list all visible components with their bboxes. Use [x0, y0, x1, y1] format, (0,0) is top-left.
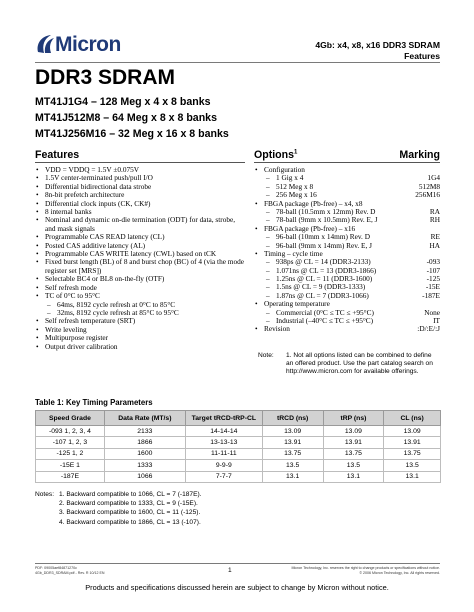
- option-bullet: •: [255, 324, 258, 334]
- table-cell: 13.1: [384, 471, 441, 482]
- option-label: 78-ball (10.5mm x 12mm) Rev. D: [276, 206, 376, 216]
- table-cell: 1333: [104, 460, 185, 471]
- option-marking: 1G4: [427, 173, 440, 183]
- table-cell: 13.91: [262, 437, 323, 448]
- table-row: [36, 426, 441, 437]
- option-label: Configuration: [264, 165, 305, 174]
- option-label: 1.5ns @ CL = 9 (DDR3-1333): [276, 282, 366, 292]
- option-label: 1.071ns @ CL = 13 (DDR3-1866): [276, 265, 377, 275]
- footer-left: [35, 566, 104, 575]
- table-cell: 7-7-7: [185, 471, 262, 482]
- option-bullet: –: [266, 265, 270, 275]
- option-bullet: –: [266, 274, 270, 284]
- footer-rights-notice: Micron Technology, Inc. reserves the right to change products or specifications without notice.: [291, 566, 440, 570]
- option-marking: HA: [429, 240, 440, 250]
- page-title: DDR3 SDRAM: [35, 66, 176, 89]
- options-divider: [254, 162, 440, 163]
- table-cell: 1866: [104, 437, 185, 448]
- footer-right: [292, 566, 441, 575]
- features-list: [35, 166, 245, 351]
- option-marking: 512M8: [418, 181, 440, 191]
- table-note: 1. Backward compatible to 1066, CL = 7 (-187E).: [59, 491, 202, 498]
- option-bullet: –: [266, 206, 270, 216]
- micron-swirl-icon: [35, 32, 55, 56]
- table-cell: -15E 1: [36, 460, 105, 471]
- part-number-x4: MT41J1G4 – 128 Meg x 4 x 8 banks: [35, 96, 211, 108]
- table-note: 2. Backward compatible to 1333, CL = 9 (-15E).: [59, 500, 198, 508]
- table-cell: 13.5: [323, 460, 384, 471]
- option-label: 256 Meg x 16: [276, 190, 317, 200]
- table-note: 3. Backward compatible to 1600, CL = 11 (-125).: [59, 509, 201, 517]
- option-label: Industrial (–40°C ≤ TC ≤ +95°C): [276, 316, 374, 326]
- table-cell: 13.75: [262, 448, 323, 459]
- feature-item: • Fixed burst length (BL) of 8 and burst chop (BC) of 4 (via the mode register set [MRS]): [35, 258, 245, 275]
- option-label: Timing – cycle time: [264, 248, 323, 258]
- feature-item: – 32ms, 8192 cycle refresh at 85°C to 95°C: [35, 309, 245, 317]
- table-header-cell: Speed Grade: [36, 411, 105, 426]
- table-header-cell: CL (ns): [384, 411, 441, 426]
- feature-item: • Differential clock inputs (CK, CK#): [35, 200, 245, 208]
- option-bullet: •: [255, 248, 258, 258]
- option-label: 938ps @ CL = 14 (DDR3-2133): [276, 257, 371, 267]
- options-heading: Options$^1$: [254, 149, 298, 161]
- footer-file-rev: 4Gb_DDR3_SDRAM.pdf - Rev. R 10/12 EN: [35, 570, 105, 575]
- feature-item: • VDD = VDDQ = 1.5V ±0.075V: [35, 166, 245, 174]
- option-marking: -107: [426, 265, 440, 275]
- option-bullet: –: [266, 316, 270, 326]
- table-caption: Table 1: Key Timing Parameters: [35, 398, 153, 407]
- feature-item: • TC of 0°C to 95°C: [35, 292, 245, 300]
- feature-item: • 8n-bit prefetch architecture: [35, 191, 245, 199]
- option-marking: RA: [429, 206, 440, 216]
- option-bullet: –: [266, 190, 270, 200]
- table-cell: 13.75: [384, 448, 441, 459]
- option-label: FBGA package (Pb-free) – x16: [264, 223, 356, 233]
- table-cell: 13.09: [323, 426, 384, 437]
- option-marking: RH: [429, 215, 440, 225]
- option-bullet: –: [266, 181, 270, 191]
- options-note-text: 1. Not all options listed can be combined to define an offered product. Use the part catalog search on http://www.micron.com for available offerings.: [286, 352, 433, 375]
- brand-name: Micron: [55, 33, 121, 56]
- option-marking: :D/:E/:J: [417, 324, 440, 334]
- option-bullet: –: [266, 215, 270, 225]
- table-cell: 13.5: [262, 460, 323, 471]
- options-note-label: Note:: [258, 352, 274, 359]
- option-bullet: •: [255, 299, 258, 309]
- feature-item: • Posted CAS additive latency (AL): [35, 242, 245, 250]
- option-marking: -15E: [425, 282, 440, 292]
- footer-pdf-id: PDF: 09005aef84871270c: [35, 566, 77, 570]
- micron-logo: [35, 32, 135, 56]
- option-bullet: –: [266, 232, 270, 242]
- table-cell: 13.09: [262, 426, 323, 437]
- footer-copyright: © 2006 Micron Technology, Inc. All rights reserved.: [359, 570, 440, 575]
- feature-item: • Programmable CAS READ latency (CL): [35, 233, 245, 241]
- feature-item: • Nominal and dynamic on-die termination (ODT) for data, strobe, and mask signals: [35, 216, 245, 233]
- option-label: 512 Meg x 8: [276, 181, 314, 191]
- page-number: 1: [228, 567, 232, 574]
- table-header-cell: Data Rate (MT/s): [104, 411, 185, 426]
- option-marking: IT: [433, 316, 440, 326]
- option-label: Revision: [264, 324, 290, 334]
- option-label: Commercial (0°C ≤ TC ≤ +95°C): [276, 307, 374, 317]
- table-cell: -187E: [36, 471, 105, 482]
- option-label: 1 Gig x 4: [276, 173, 304, 183]
- feature-item: • Multipurpose register: [35, 334, 245, 342]
- option-marking: -125: [426, 274, 440, 284]
- part-number-x16: MT41J256M16 – 32 Meg x 16 x 8 banks: [35, 128, 229, 140]
- feature-item: • Selectable BC4 or BL8 on-the-fly (OTF): [35, 275, 245, 283]
- options-list: [254, 166, 440, 334]
- table-header-cell: tRCD (ns): [262, 411, 323, 426]
- table-cell: 13.09: [384, 426, 441, 437]
- table-cell: -093 1, 2, 3, 4: [36, 426, 105, 437]
- table-cell: 13-13-13: [185, 437, 262, 448]
- option-label: 96-ball (10mm x 14mm) Rev. D: [276, 232, 370, 242]
- table-cell: 1600: [104, 448, 185, 459]
- table-cell: 14-14-14: [185, 426, 262, 437]
- table-cell: -125 1, 2: [36, 448, 105, 459]
- option-label: 1.87ns @ CL = 7 (DDR3-1066): [276, 290, 369, 300]
- option-bullet: –: [266, 282, 270, 292]
- option-bullet: •: [255, 198, 258, 208]
- feature-item: • Programmable CAS WRITE latency (CWL) based on tCK: [35, 250, 245, 258]
- option-label: 96-ball (9mm x 14mm) Rev. E, J: [276, 240, 372, 250]
- feature-item: • Self refresh temperature (SRT): [35, 317, 245, 325]
- table-body: [36, 426, 441, 483]
- table-row: [36, 471, 441, 482]
- option-label: 1.25ns @ CL = 11 (DDR3-1600): [276, 274, 373, 284]
- feature-item: • Write leveling: [35, 326, 245, 334]
- feature-item: • 1.5V center-terminated push/pull I/O: [35, 174, 245, 182]
- option-bullet: –: [266, 290, 270, 300]
- document-header: [315, 40, 440, 61]
- option-bullet: –: [266, 307, 270, 317]
- option-marking: -093: [426, 257, 440, 267]
- footer-divider: [35, 563, 440, 564]
- table-cell: 2133: [104, 426, 185, 437]
- table-header-row: [36, 411, 441, 426]
- header-divider: [35, 62, 440, 63]
- table-note: 4. Backward compatible to 1866, CL = 13 (-107).: [59, 518, 201, 526]
- doc-section-line: Features: [404, 50, 440, 61]
- option-bullet: •: [255, 223, 258, 233]
- option-bullet: •: [255, 165, 258, 174]
- footer-disclaimer: Products and specifications discussed herein are subject to change by Micron without notice.: [85, 583, 389, 592]
- feature-item: – 64ms, 8192 cycle refresh at 0°C to 85°C: [35, 301, 245, 309]
- feature-item: • Output driver calibration: [35, 343, 245, 351]
- table-cell: 1066: [104, 471, 185, 482]
- option-row: [254, 325, 440, 333]
- table-cell: 13.1: [262, 471, 323, 482]
- option-label: FBGA package (Pb-free) – x4, x8: [264, 198, 363, 208]
- table-header-cell: Target tRCD-tRP-CL: [185, 411, 262, 426]
- table-row: [36, 437, 441, 448]
- option-marking: -187E: [422, 290, 440, 300]
- table-cell: -107 1, 2, 3: [36, 437, 105, 448]
- table-cell: 9-9-9: [185, 460, 262, 471]
- option-label: Operating temperature: [264, 299, 330, 309]
- table-cell: 13.1: [323, 471, 384, 482]
- table-cell: 13.91: [323, 437, 384, 448]
- table-cell: 11-11-11: [185, 448, 262, 459]
- features-heading: Features: [35, 149, 80, 161]
- option-label: 78-ball (9mm x 10.5mm) Rev. E, J: [276, 215, 378, 225]
- doc-title-line: 4Gb: x4, x8, x16 DDR3 SDRAM: [315, 40, 440, 50]
- table-row: [36, 460, 441, 471]
- key-timing-table: [35, 410, 441, 483]
- table-row: [36, 448, 441, 459]
- option-bullet: –: [266, 257, 270, 267]
- feature-item: • Self refresh mode: [35, 284, 245, 292]
- table-cell: 13.91: [384, 437, 441, 448]
- table-header-cell: tRP (ns): [323, 411, 384, 426]
- option-bullet: –: [266, 173, 270, 183]
- option-marking: None: [424, 307, 440, 317]
- option-marking: 256M16: [415, 190, 440, 200]
- table-cell: 13.5: [384, 460, 441, 471]
- marking-heading: Marking: [399, 149, 440, 161]
- features-divider: [35, 162, 245, 163]
- table-notes-label: Notes:: [35, 491, 55, 498]
- feature-item: • 8 internal banks: [35, 208, 245, 216]
- part-number-x8: MT41J512M8 – 64 Meg x 8 x 8 banks: [35, 112, 217, 124]
- table-notes-list: [59, 490, 202, 527]
- table-cell: 13.75: [323, 448, 384, 459]
- option-bullet: –: [266, 240, 270, 250]
- option-marking: RE: [430, 232, 440, 242]
- feature-item: • Differential bidirectional data strobe: [35, 183, 245, 191]
